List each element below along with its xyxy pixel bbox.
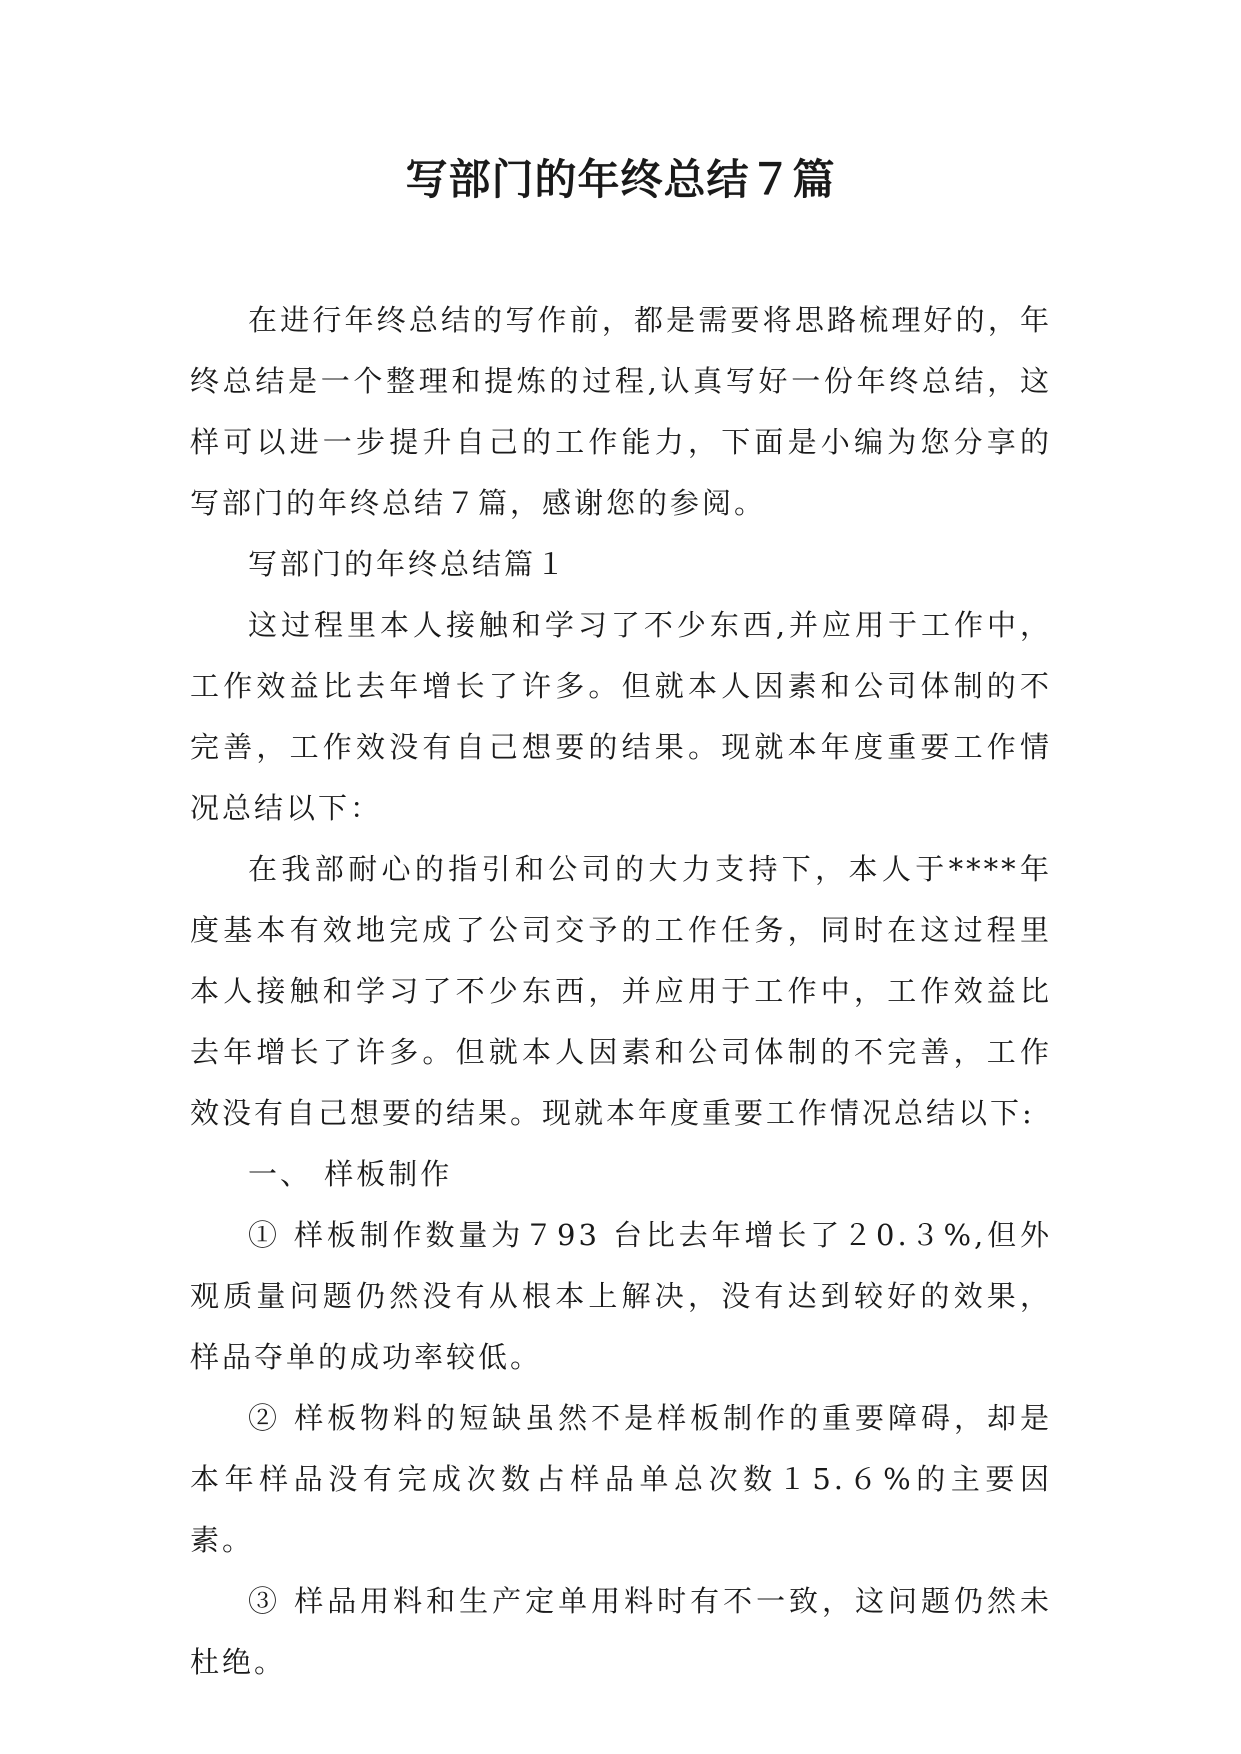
list-item: ① 样板制作数量为７93 台比去年增长了２0.３%,但外观质量问题仍然没有从根本上解决，没有达到较好的效果，样品夺单的成功率较低。 [190,1218,1052,1374]
list-item: ③ 样品用料和生产定单用料时有不一致，这问题仍然未杜绝。 [190,1584,1052,1679]
document-title: 写部门的年终总结７篇 [405,155,836,204]
body-paragraph: 在我部耐心的指引和公司的大力支持下，本人于****年度基本有效地完成了公司交予的工作任务，同时在这过程里本人接触和学习了不少东西，并应用于工作中，工作效益比去年增长了许多。但就本人因素和公司体制的不完善，工作效没有自己想要的结果。现就本年度重要工作情况总结以下: [190,852,1052,1130]
intro-paragraph: 在进行年终总结的写作前，都是需要将思路梳理好的，年终总结是一个整理和提炼的过程,认真写好一份年终总结，这样可以进一步提升自己的工作能力，下面是小编为您分享的写部门的年终总结７篇，感谢您的参阅。 [190,303,1052,520]
body-paragraph: 这过程里本人接触和学习了不少东西,并应用于工作中，工作效益比去年增长了许多。但就本人因素和公司体制的不完善，工作效没有自己想要的结果。现就本年度重要工作情况总结以下： [190,608,1052,825]
subsection-heading: 一、 样板制作 [248,1157,453,1191]
list-item: ② 样板物料的短缺虽然不是样板制作的重要障碍，却是本年样品没有完成次数占样品单总次数１5.６%的主要因素。 [190,1401,1052,1557]
document-body [190,290,1052,1693]
section-heading: 写部门的年终总结篇１ [248,547,569,581]
